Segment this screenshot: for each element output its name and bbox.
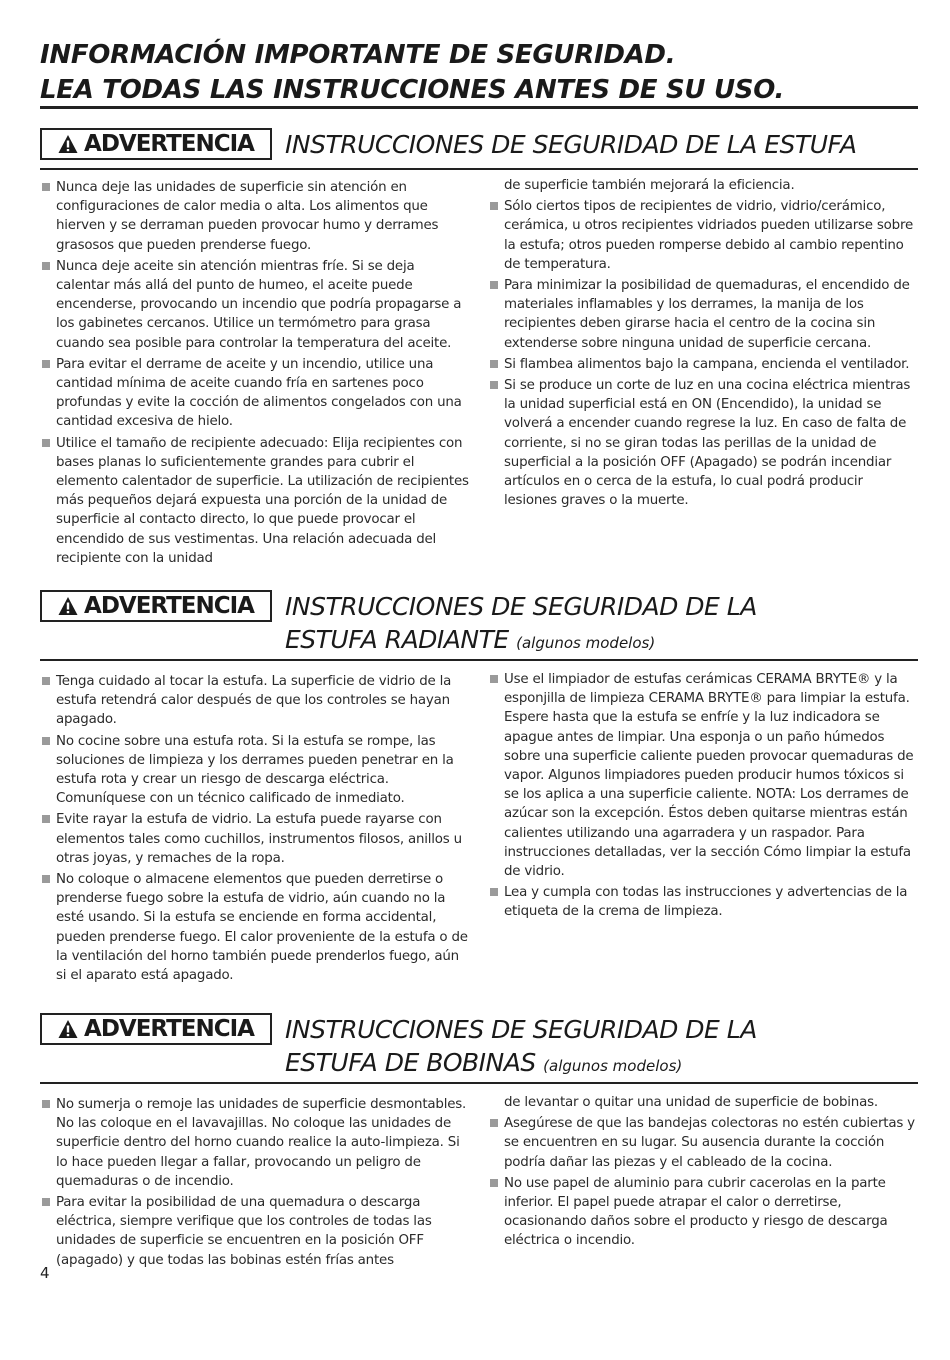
right-column (488, 176, 918, 512)
warning-badge (40, 590, 272, 622)
list-item: Use el limpiador de estufas cerámicas CERAMA BRYTE® y la esponjilla de limpieza CERAMA BRYTE® para limpiar la estufa. Espere hasta que la estufa se enfríe y la luz indicadora se apague antes de limpiar. Una esponja o un paño húmedos sobre una superficie caliente pueden provocar quemaduras de vapor. Algunos limpiadores pueden producir humos tóxicos si se los aplica a una superficie caliente. NOTA: Los derrames de azúcar son la excepción. Éstos deben quitarse mientras están calientes utilizando una agarradera y un raspador. Para instrucciones detalladas, ver la sección Cómo limpiar la estufa de vidrio. (488, 670, 918, 881)
list-item-continuation: de levantar o quitar una unidad de superficie de bobinas. (504, 1095, 878, 1110)
section-title-text: ESTUFA DE BOBINAS (285, 1048, 536, 1077)
list-item: Evite rayar la estufa de vidrio. La estufa puede rayarse con elementos tales como cuchillos, instrumentos filosos, anillos u otras joyas, y remaches de la ropa. (40, 810, 470, 868)
right-column (488, 670, 918, 924)
section-title-text: ESTUFA RADIANTE (285, 625, 509, 654)
list-item: Asegúrese de que las bandejas colectoras no estén cubiertas y se encuentren en su lugar. Su ausencia durante la cocción podría dañar las piezas y el cableado de la cocina. (488, 1114, 918, 1172)
left-column (40, 1095, 470, 1272)
list-item: Si se produce un corte de luz en una cocina eléctrica mientras la unidad superficial está en ON (Encendido), la unidad se volverá a encender cuando regrese la luz. En caso de falta de corriente, si no se giran todas las perillas de la unidad de superficial a la posición OFF (Apagado) se podrán incendiar artículos en o cerca de la estufa, lo cual podrá producir lesiones graves o la muerte. (488, 376, 918, 510)
warning-badge (40, 128, 272, 160)
models-note: (algunos modelos) (543, 1057, 683, 1075)
list-item: Sólo ciertos tipos de recipientes de vidrio, vidrio/cerámico, cerámica, u otros recipientes vidriados pueden utilizarse sobre la estufa; otros pueden romperse debido al cambio repentino de temperatura. (488, 197, 918, 274)
section-title-line-2 (285, 1046, 918, 1083)
list-item-continuation: de superficie también mejorará la eficiencia. (504, 178, 795, 193)
list-item: Para evitar el derrame de aceite y un incendio, utilice una cantidad mínima de aceite cuando fría en sartenes poco profundas y evite la cocción de alimentos congelados con una cantidad excesiva de hielo. (40, 355, 470, 432)
list-item: Para minimizar la posibilidad de quemaduras, el encendido de materiales inflamables y los derrames, la manija de los recipientes deben girarse hacia el centro de la cocina sin extenderse sobre ninguna unidad de superficie cercana. (488, 276, 918, 353)
list-item: No cocine sobre una estufa rota. Si la estufa se rompe, las soluciones de limpieza y los derrames pueden penetrar en la estufa rota y crear un riesgo de descarga eléctrica. Comuníquese con un técnico calificado de inmediato. (40, 732, 470, 809)
section-rule (40, 168, 918, 170)
list-item: No coloque o almacene elementos que pueden derretirse o prenderse fuego sobre la estufa de vidrio, aún cuando no la esté usando. Si la estufa se enciende en forma accidental, pueden prenderse fuego. El calor proveniente de la estufa o de la ventilación del horno también puede prenderlos fuego, aún si el aparato está apagado. (40, 870, 470, 985)
list-item: Utilice el tamaño de recipiente adecuado: Elija recipientes con bases planas lo suficientemente grandes para cubrir el elemento calentador de superficie. La utilización de recipientes más pequeños dejará expuesta una porción de la unidad de superficie al contacto directo, lo que puede provocar el encendido de sus vestimentas. Una relación adecuada del recipiente con la unidad (40, 434, 470, 568)
warning-triangle-icon (58, 1019, 78, 1039)
page-title-line-1: INFORMACIÓN IMPORTANTE DE SEGURIDAD. (40, 40, 676, 70)
left-column (40, 178, 470, 570)
list-item: Tenga cuidado al tocar la estufa. La superficie de vidrio de la estufa retendrá calor después de que los controles se hayan apagado. (40, 672, 470, 730)
section-title (285, 1013, 918, 1083)
warning-label: ADVERTENCIA (84, 1016, 254, 1042)
list-item: Lea y cumpla con todas las instrucciones y advertencias de la etiqueta de la crema de limpieza. (488, 883, 918, 921)
warning-badge (40, 1013, 272, 1045)
list-item: Si flambea alimentos bajo la campana, encienda el ventilador. (488, 355, 918, 374)
left-column (40, 672, 470, 987)
list-item: Nunca deje aceite sin atención mientras fríe. Si se deja calentar más allá del punto de humeo, el aceite puede encenderse, provocando un incendio que podría propagarse a los gabinetes cercanos. Utilice un termómetro para grasa cuando sea posible para controlar la temperatura del aceite. (40, 257, 470, 353)
warning-triangle-icon (58, 134, 78, 154)
list-item: Nunca deje las unidades de superficie sin atención en configuraciones de calor media o alta. Los alimentos que hierven y se derraman pueden provocar humo y derrames grasosos que pueden prenderse fuego. (40, 178, 470, 255)
section-title (285, 590, 918, 660)
page-number: 4 (40, 1264, 50, 1282)
page-title-line-2: LEA TODAS LAS INSTRUCCIONES ANTES DE SU USO. (40, 75, 785, 105)
section-title-text: INSTRUCCIONES DE SEGURIDAD DE LA ESTUFA (285, 130, 857, 159)
section-title-line-1: INSTRUCCIONES DE SEGURIDAD DE LA (285, 592, 757, 621)
section-title-line-1: INSTRUCCIONES DE SEGURIDAD DE LA (285, 1015, 757, 1044)
section-title (285, 128, 918, 161)
list-item: No use papel de aluminio para cubrir cacerolas en la parte inferior. El papel puede atrapar el calor o derretirse, ocasionando daños sobre el producto y riesgo de descarga eléctrica o incendio. (488, 1174, 918, 1251)
warning-label: ADVERTENCIA (84, 131, 254, 157)
right-column (488, 1093, 918, 1253)
section-title-line-2 (285, 623, 918, 660)
models-note: (algunos modelos) (516, 634, 656, 652)
warning-label: ADVERTENCIA (84, 593, 254, 619)
section-rule (40, 1082, 918, 1084)
section-rule (40, 659, 918, 661)
title-rule (40, 106, 918, 109)
list-item: No sumerja o remoje las unidades de superficie desmontables. No las coloque en el lavavajillas. No coloque las unidades de superficie dentro del horno cuando realice la auto-limpieza. Si lo hace pueden llegar a fallar, provocando un peligro de quemaduras o de incendio. (40, 1095, 470, 1191)
warning-triangle-icon (58, 596, 78, 616)
list-item: Para evitar la posibilidad de una quemadura o descarga eléctrica, siempre verifique que los controles de todas las unidades de superficie se encuentren en la posición OFF (apagado) y que todas las bobinas estén frías antes (40, 1193, 470, 1270)
page-title (40, 38, 920, 108)
